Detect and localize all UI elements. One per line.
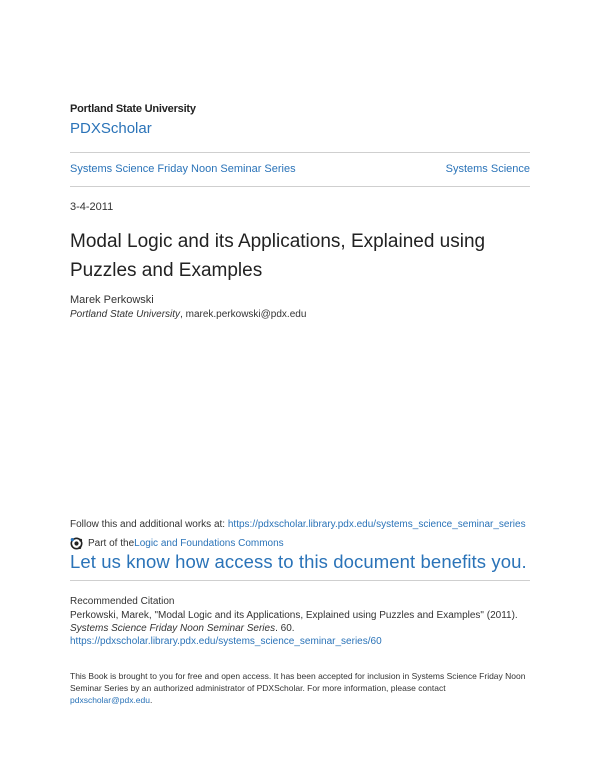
citation-heading: Recommended Citation	[70, 596, 175, 607]
citation-url-link[interactable]: https://pdxscholar.library.pdx.edu/systems_science_seminar_series/60	[70, 636, 382, 647]
citation-journal: Systems Science Friday Noon Seminar Series	[70, 623, 276, 634]
department-link[interactable]: Systems Science	[445, 163, 530, 175]
follow-url-link[interactable]: https://pdxscholar.library.pdx.edu/systems_science_seminar_series	[227, 519, 526, 530]
benefits-link[interactable]: Let us know how access to this document benefits you.	[70, 551, 527, 572]
footer-notice-text: This Book is brought to you for free and open access. It has been accepted for inclusion in Systems Science Friday Noon Seminar Series by an authorized administrator of PDXScholar. For more information, please contact	[70, 671, 526, 693]
network-icon	[70, 537, 83, 550]
citation-issue: . 60.	[275, 623, 295, 634]
citation-text: Perkowski, Marek, "Modal Logic and its Applications, Explained using Puzzles and Examples" (2011).	[70, 610, 518, 621]
document-title: Modal Logic and its Applications, Explained using Puzzles and Examples	[70, 231, 486, 281]
footer-notice	[70, 670, 530, 706]
citation-body	[70, 609, 530, 648]
divider	[70, 580, 530, 581]
contact-email-link[interactable]: pdxscholar@pdx.edu	[70, 695, 150, 705]
follow-line	[70, 519, 526, 530]
series-link[interactable]: Systems Science Friday Noon Seminar Series	[70, 163, 296, 175]
author-affiliation	[70, 309, 306, 320]
divider	[70, 186, 530, 187]
footer-notice-end: .	[149, 695, 153, 705]
institution-name: Portland State University	[70, 103, 196, 115]
part-of-line	[70, 537, 284, 550]
author-email: , marek.perkowski@pdx.edu	[180, 309, 307, 320]
author-institution: Portland State University	[70, 309, 181, 320]
author-name: Marek Perkowski	[70, 294, 154, 306]
publication-date: 3-4-2011	[70, 201, 114, 213]
divider	[70, 152, 530, 153]
part-of-label: Part of the	[88, 538, 135, 549]
follow-label: Follow this and additional works at:	[70, 519, 228, 530]
logic-foundations-commons-link[interactable]: Logic and Foundations Commons	[134, 538, 284, 549]
repository-link[interactable]: PDXScholar	[70, 120, 152, 137]
